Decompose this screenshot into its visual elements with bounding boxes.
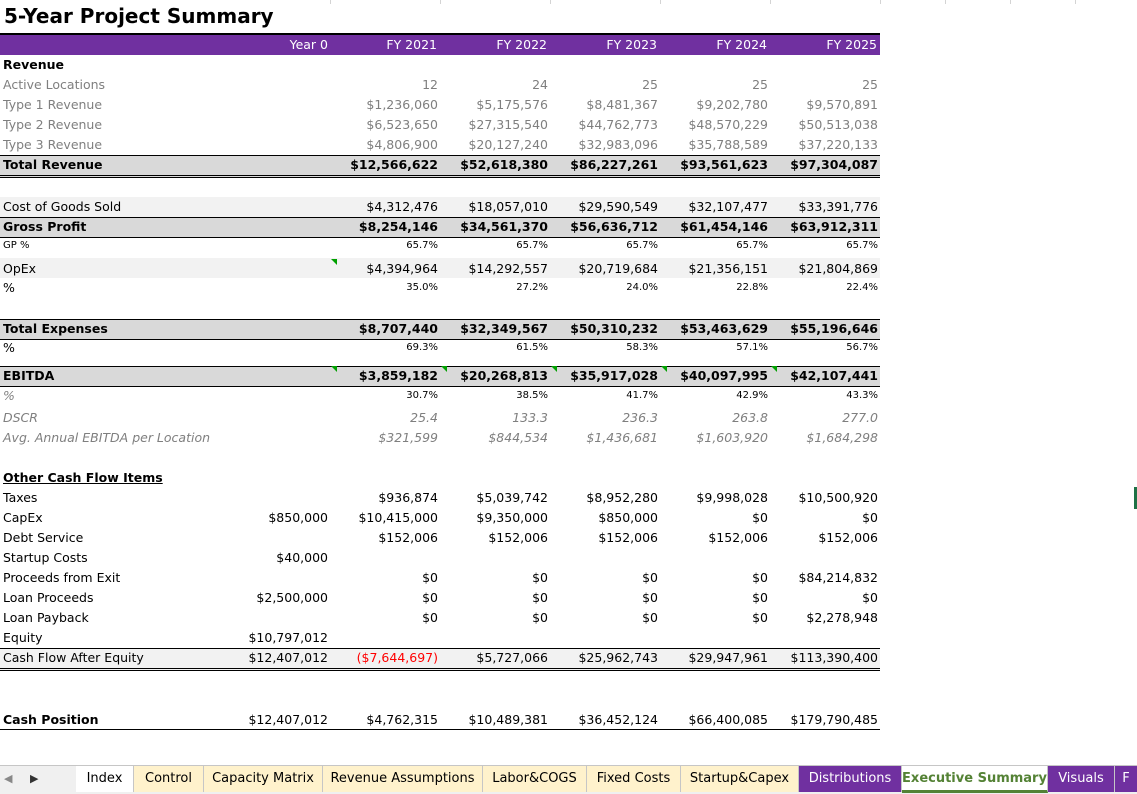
opex-value[interactable]: $4,394,964 — [366, 261, 438, 276]
avg-ebitda-value[interactable]: $844,534 — [488, 430, 548, 445]
cash-flow-row-value[interactable]: $0 — [642, 610, 658, 625]
cash-flow-after-equity-value[interactable]: $12,407,012 — [248, 650, 328, 665]
opex-label[interactable]: OpEx — [3, 261, 37, 276]
cash-flow-row-value[interactable]: $152,006 — [818, 530, 878, 545]
sheet-title[interactable]: 5-Year Project Summary — [4, 4, 274, 28]
other-cash-flow-section-label[interactable]: Other Cash Flow Items — [3, 470, 163, 485]
cash-flow-row-label[interactable]: Debt Service — [3, 530, 84, 545]
gross-profit-value[interactable]: $34,561,370 — [460, 219, 548, 234]
cash-flow-row-value[interactable]: $152,006 — [378, 530, 438, 545]
cash-flow-row-value[interactable]: $0 — [752, 590, 768, 605]
cash-flow-row-value[interactable]: $10,797,012 — [248, 630, 328, 645]
ebitda-value[interactable]: $3,859,182 — [358, 368, 438, 383]
total-expenses-pct-value[interactable]: 61.5% — [516, 342, 548, 353]
cogs-value[interactable]: $29,590,549 — [578, 199, 658, 214]
revenue-row-value[interactable]: 25 — [862, 77, 878, 92]
col-divider — [330, 0, 331, 4]
gross-profit-label[interactable]: Gross Profit — [3, 219, 87, 234]
revenue-row-value[interactable]: $35,788,589 — [688, 137, 768, 152]
cash-flow-row-value[interactable]: $10,415,000 — [358, 510, 438, 525]
opex-pct-value[interactable]: 35.0% — [406, 282, 438, 293]
ebitda-pct-value[interactable]: 42.9% — [736, 390, 768, 401]
tab-visuals[interactable]: Visuals — [1048, 766, 1115, 792]
cash-flow-row-value[interactable]: $152,006 — [708, 530, 768, 545]
tab-startup-capex[interactable]: Startup&Capex — [681, 766, 799, 792]
header-fy2022[interactable]: FY 2022 — [496, 37, 547, 52]
cash-flow-row-value[interactable]: $0 — [532, 590, 548, 605]
revenue-row-value[interactable]: $37,220,133 — [798, 137, 878, 152]
tab-revenue-assumptions[interactable]: Revenue Assumptions — [323, 766, 483, 792]
revenue-row-value[interactable]: $50,513,038 — [798, 117, 878, 132]
col-divider — [1010, 0, 1011, 4]
revenue-row-label[interactable]: Active Locations — [3, 77, 106, 92]
cash-flow-row-value[interactable]: $0 — [752, 610, 768, 625]
revenue-row-value[interactable]: 25 — [642, 77, 658, 92]
cash-flow-row-value[interactable]: $2,278,948 — [806, 610, 878, 625]
avg-ebitda-label[interactable]: Avg. Annual EBITDA per Location — [3, 430, 211, 445]
tab-index[interactable]: Index — [76, 766, 134, 792]
total-expenses-pct-value[interactable]: 56.7% — [846, 342, 878, 353]
comment-marker[interactable] — [441, 366, 447, 372]
ebitda-pct-value[interactable]: 43.3% — [846, 390, 878, 401]
avg-ebitda-value[interactable]: $1,684,298 — [806, 430, 878, 445]
revenue-row-value[interactable]: $1,236,060 — [366, 97, 438, 112]
cash-flow-row-value[interactable]: $0 — [862, 510, 878, 525]
avg-ebitda-value[interactable]: $321,599 — [378, 430, 438, 445]
tab-scroll-left-icon[interactable]: ◀ — [4, 772, 13, 785]
total-expenses-value[interactable]: $55,196,646 — [790, 321, 878, 336]
ebitda-value[interactable]: $40,097,995 — [680, 368, 768, 383]
total-expenses-pct-value[interactable]: 57.1% — [736, 342, 768, 353]
gp-pct-value[interactable]: 65.7% — [406, 240, 438, 251]
total-expenses-pct-value[interactable]: 69.3% — [406, 342, 438, 353]
total-revenue-value[interactable]: $52,618,380 — [460, 157, 548, 172]
cash-flow-row-value[interactable]: $850,000 — [268, 510, 328, 525]
cash-flow-row-label[interactable]: Taxes — [3, 490, 38, 505]
comment-marker[interactable] — [551, 366, 557, 372]
opex-pct-value[interactable]: 24.0% — [626, 282, 658, 293]
dscr-value[interactable]: 236.3 — [622, 410, 658, 425]
comment-marker[interactable] — [661, 366, 667, 372]
revenue-row-value[interactable]: $20,127,240 — [468, 137, 548, 152]
revenue-row-value[interactable]: 24 — [532, 77, 548, 92]
cash-flow-row-value[interactable]: $9,350,000 — [476, 510, 548, 525]
dscr-value[interactable]: 277.0 — [842, 410, 878, 425]
dscr-value[interactable]: 25.4 — [410, 410, 438, 425]
header-fy2023[interactable]: FY 2023 — [606, 37, 657, 52]
total-revenue-value[interactable]: $93,561,623 — [680, 157, 768, 172]
cash-flow-after-equity-value[interactable]: $29,947,961 — [688, 650, 768, 665]
tab-executive-summary[interactable]: Executive Summary — [902, 766, 1048, 793]
gross-profit-value[interactable]: $61,454,146 — [680, 219, 768, 234]
col-divider — [440, 0, 441, 4]
cash-flow-row-value[interactable]: $84,214,832 — [798, 570, 878, 585]
revenue-row-value[interactable]: $48,570,229 — [688, 117, 768, 132]
revenue-row-value[interactable]: $8,481,367 — [586, 97, 658, 112]
opex-pct-value[interactable]: 27.2% — [516, 282, 548, 293]
dscr-value[interactable]: 133.3 — [512, 410, 548, 425]
revenue-row-value[interactable]: $44,762,773 — [578, 117, 658, 132]
cash-position-value[interactable]: $66,400,085 — [688, 712, 768, 727]
avg-ebitda-value[interactable]: $1,603,920 — [696, 430, 768, 445]
revenue-row-value[interactable]: $6,523,650 — [366, 117, 438, 132]
total-expenses-value[interactable]: $8,707,440 — [358, 321, 438, 336]
cash-flow-row-value[interactable]: $10,500,920 — [798, 490, 878, 505]
header-fy2025[interactable]: FY 2025 — [826, 37, 877, 52]
ebitda-pct-value[interactable]: 41.7% — [626, 390, 658, 401]
comment-marker[interactable] — [331, 259, 337, 265]
ebitda-label[interactable]: EBITDA — [3, 368, 55, 383]
cash-position-value[interactable]: $4,762,315 — [366, 712, 438, 727]
cash-flow-row-label[interactable]: Equity — [3, 630, 43, 645]
gp-pct-value[interactable]: 65.7% — [626, 240, 658, 251]
col-divider — [660, 0, 661, 4]
cash-flow-after-equity-value[interactable]: ($7,644,697) — [356, 650, 438, 665]
cash-flow-row-value[interactable]: $936,874 — [378, 490, 438, 505]
cash-flow-row-value[interactable]: $40,000 — [276, 550, 328, 565]
gp-pct-value[interactable]: 65.7% — [736, 240, 768, 251]
opex-pct-value[interactable]: 22.8% — [736, 282, 768, 293]
cash-flow-after-equity-value[interactable]: $25,962,743 — [578, 650, 658, 665]
gp-pct-value[interactable]: 65.7% — [846, 240, 878, 251]
cash-flow-row-value[interactable]: $850,000 — [598, 510, 658, 525]
gross-profit-value[interactable]: $56,636,712 — [570, 219, 658, 234]
ebitda-value[interactable]: $42,107,441 — [790, 368, 878, 383]
revenue-row-value[interactable]: 25 — [752, 77, 768, 92]
revenue-row-value[interactable]: $9,202,780 — [696, 97, 768, 112]
cogs-label[interactable]: Cost of Goods Sold — [3, 199, 122, 214]
cash-flow-row-value[interactable]: $5,039,742 — [476, 490, 548, 505]
cash-flow-after-equity-value[interactable]: $5,727,066 — [476, 650, 548, 665]
dscr-label[interactable]: DSCR — [3, 410, 38, 425]
tab-capacity-matrix[interactable]: Capacity Matrix — [204, 766, 323, 792]
gross-profit-value[interactable]: $8,254,146 — [358, 219, 438, 234]
total-expenses-value[interactable]: $53,463,629 — [680, 321, 768, 336]
tab-control[interactable]: Control — [134, 766, 204, 792]
revenue-row-value[interactable]: $32,983,096 — [578, 137, 658, 152]
col-divider — [550, 0, 551, 4]
revenue-row-label[interactable]: Type 1 Revenue — [3, 97, 103, 112]
opex-value[interactable]: $20,719,684 — [578, 261, 658, 276]
avg-ebitda-value[interactable]: $1,436,681 — [586, 430, 658, 445]
cash-position-label[interactable]: Cash Position — [3, 712, 99, 727]
cash-flow-row-value[interactable]: $0 — [422, 570, 438, 585]
revenue-row-label[interactable]: Type 2 Revenue — [3, 117, 103, 132]
cogs-value[interactable]: $18,057,010 — [468, 199, 548, 214]
cash-flow-row-value[interactable]: $0 — [422, 610, 438, 625]
cogs-value[interactable]: $33,391,776 — [798, 199, 878, 214]
sheet-tab-bar — [0, 765, 1137, 794]
revenue-row-value[interactable]: $9,570,891 — [806, 97, 878, 112]
cash-flow-row-value[interactable]: $0 — [422, 590, 438, 605]
cash-flow-row-label[interactable]: Startup Costs — [3, 550, 88, 565]
cash-position-value[interactable]: $12,407,012 — [248, 712, 328, 727]
revenue-row-value[interactable]: $5,175,576 — [476, 97, 548, 112]
ebitda-value[interactable]: $35,917,028 — [570, 368, 658, 383]
comment-marker[interactable] — [331, 366, 337, 372]
ebitda-pct-value[interactable]: 30.7% — [406, 390, 438, 401]
header-fy2024[interactable]: FY 2024 — [716, 37, 767, 52]
ebitda-pct-value[interactable]: 38.5% — [516, 390, 548, 401]
total-expenses-label[interactable]: Total Expenses — [3, 321, 108, 336]
col-divider — [945, 0, 946, 4]
revenue-row-label[interactable]: Type 3 Revenue — [3, 137, 103, 152]
total-expenses-pct-value[interactable]: 58.3% — [626, 342, 658, 353]
opex-pct-label[interactable]: % — [3, 280, 15, 295]
col-divider — [770, 0, 771, 4]
gross-profit-value[interactable]: $63,912,311 — [790, 219, 878, 234]
cash-position-value[interactable]: $10,489,381 — [468, 712, 548, 727]
col-divider — [1075, 0, 1076, 4]
cash-flow-row-value[interactable]: $0 — [752, 510, 768, 525]
cash-position-value[interactable]: $179,790,485 — [790, 712, 878, 727]
col-divider — [880, 0, 881, 4]
gp-pct-label[interactable]: GP % — [3, 240, 30, 251]
opex-value[interactable]: $21,804,869 — [798, 261, 878, 276]
cash-flow-row-label[interactable]: Loan Proceeds — [3, 590, 94, 605]
cash-flow-row-value[interactable]: $0 — [642, 570, 658, 585]
cash-flow-row-value[interactable]: $152,006 — [598, 530, 658, 545]
cash-flow-row-value[interactable]: $2,500,000 — [256, 590, 328, 605]
tab-labor-cogs[interactable]: Labor&COGS — [483, 766, 587, 792]
header-year0[interactable]: Year 0 — [289, 37, 328, 52]
total-expenses-value[interactable]: $32,349,567 — [460, 321, 548, 336]
dscr-value[interactable]: 263.8 — [732, 410, 768, 425]
cash-flow-after-equity-label[interactable]: Cash Flow After Equity — [3, 650, 144, 665]
opex-value[interactable]: $14,292,557 — [468, 261, 548, 276]
cash-flow-row-label[interactable]: Loan Payback — [3, 610, 89, 625]
cash-flow-row-value[interactable]: $8,952,280 — [586, 490, 658, 505]
cash-flow-row-value[interactable]: $152,006 — [488, 530, 548, 545]
revenue-row-value[interactable]: $4,806,900 — [366, 137, 438, 152]
cash-flow-row-label[interactable]: CapEx — [3, 510, 43, 525]
revenue-section-label[interactable]: Revenue — [3, 57, 65, 72]
cash-flow-row-value[interactable]: $9,998,028 — [696, 490, 768, 505]
gp-pct-value[interactable]: 65.7% — [516, 240, 548, 251]
cash-flow-row-value[interactable]: $0 — [752, 570, 768, 585]
cash-flow-row-value[interactable]: $0 — [532, 610, 548, 625]
cash-position-value[interactable]: $36,452,124 — [578, 712, 658, 727]
ebitda-value[interactable]: $20,268,813 — [460, 368, 548, 383]
total-expenses-pct-label[interactable]: % — [3, 340, 15, 355]
cash-flow-row-value[interactable]: $0 — [532, 570, 548, 585]
cash-flow-row-value[interactable]: $0 — [862, 590, 878, 605]
total-revenue-label[interactable]: Total Revenue — [3, 157, 103, 172]
opex-value[interactable]: $21,356,151 — [688, 261, 768, 276]
revenue-row-value[interactable]: $27,315,540 — [468, 117, 548, 132]
total-expenses-value[interactable]: $50,310,232 — [570, 321, 658, 336]
total-revenue-value[interactable]: $86,227,261 — [570, 157, 658, 172]
cogs-value[interactable]: $32,107,477 — [688, 199, 768, 214]
ebitda-pct-label[interactable]: % — [3, 388, 15, 403]
header-fy2021[interactable]: FY 2021 — [386, 37, 437, 52]
revenue-row-value[interactable]: 12 — [422, 77, 438, 92]
tab-distributions[interactable]: Distributions — [799, 766, 902, 792]
total-revenue-value[interactable]: $12,566,622 — [350, 157, 438, 172]
tab-overflow[interactable]: F — [1115, 766, 1137, 792]
cash-flow-after-equity-value[interactable]: $113,390,400 — [790, 650, 878, 665]
cogs-value[interactable]: $4,312,476 — [366, 199, 438, 214]
total-revenue-value[interactable]: $97,304,087 — [790, 157, 878, 172]
cash-flow-row-value[interactable]: $0 — [642, 590, 658, 605]
tab-fixed-costs[interactable]: Fixed Costs — [587, 766, 681, 792]
cash-flow-row-label[interactable]: Proceeds from Exit — [3, 570, 121, 585]
comment-marker[interactable] — [771, 366, 777, 372]
opex-pct-value[interactable]: 22.4% — [846, 282, 878, 293]
tab-scroll-right-icon[interactable]: ▶ — [30, 772, 39, 785]
